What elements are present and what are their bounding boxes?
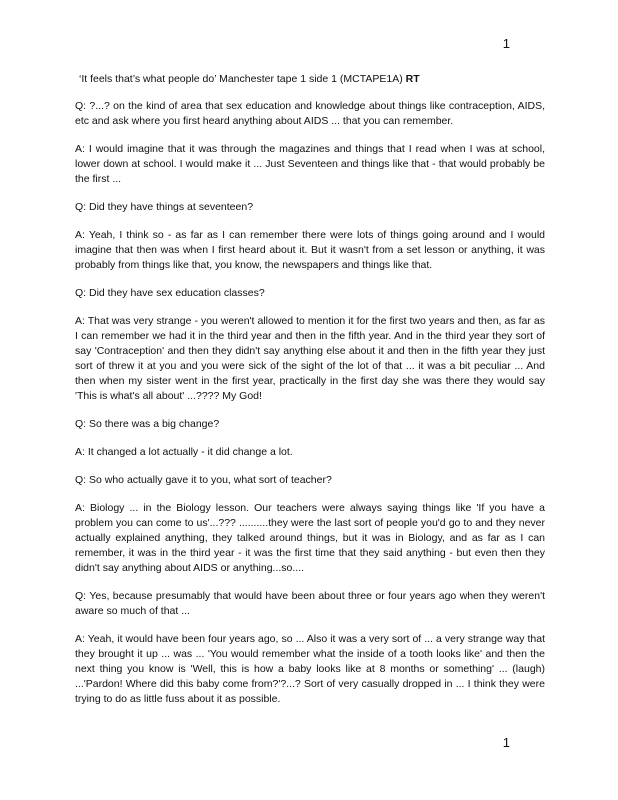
paragraph-answer: A: Biology ... in the Biology lesson. Our teachers were always saying things like 'If you have a problem you can come to us'...??? ..........they were the last sort of people you'd go to and they never actually explained anything, they talked around things, but it was in Biology, and as far as I can remember, it was in the third year - it was the first time that they said anything - but even then they didn't say anything about AIDS or anything...so.... <box>75 502 545 574</box>
document-title-text: ‘It feels that’s what people do’ Manchester tape 1 side 1 (MCTAPE1A) <box>79 73 403 85</box>
paragraph-question: Q: ?...? on the kind of area that sex education and knowledge about things like contraception, AIDS, etc and ask where you first heard anything about AIDS ... that you can remember. <box>75 100 545 127</box>
paragraph-question: Q: So there was a big change? <box>75 418 220 430</box>
paragraph-question: Q: Did they have sex education classes? <box>75 287 265 299</box>
paragraph-answer: A: Yeah, it would have been four years ago, so ... Also it was a very sort of ... a very strange way that they brought it up ... was ... 'You would remember what the inside of a tooth looks like' and then the next thing you know is 'Well, this is how a baby looks like at 8 months or something' ... (laugh) ...'Pardon! Where did this baby come from?'?...? Sort of very casually dropped in ... I think they were trying to do as little fuss about it as possible. <box>75 633 545 705</box>
document-title-suffix: RT <box>405 73 420 85</box>
paragraph-question: Q: Yes, because presumably that would have been about three or four years ago when they weren't aware so much of that ... <box>75 590 545 617</box>
paragraph-question: Q: So who actually gave it to you, what sort of teacher? <box>75 474 332 486</box>
paragraph-answer: A: It changed a lot actually - it did change a lot. <box>75 446 293 458</box>
document-title <box>79 72 545 87</box>
paragraph-answer: A: Yeah, I think so - as far as I can remember there were lots of things going around and I would imagine that then was when I first heard about it. But it wasn't from a set lesson or anything, it was probably from things like that, you know, the newspapers and things like that. <box>75 229 545 271</box>
page-number-top: 1 <box>502 36 510 51</box>
page-number-bottom: 1 <box>502 735 510 750</box>
paragraph-answer: A: That was very strange - you weren't allowed to mention it for the first two years and then, as far as I can remember we had it in the third year and then in the fifth year. And in the third year they sort of say 'Contraception' and then they didn't say anything else about it and then in the fifth year they just sort of threw it at you and you were sick of the sight of the lot of that ... it was a bit peculiar ... And then when my sister went in the first year, practically in the first day she was there they would say 'This is what's all about' ...???? My God! <box>75 315 545 402</box>
paragraph-answer: A: I would imagine that it was through the magazines and things that I read when I was at school, lower down at school. I would make it ... Just Seventeen and things like that - that would probably be the first ... <box>75 143 545 185</box>
paragraph-question: Q: Did they have things at seventeen? <box>75 201 254 213</box>
transcript-body <box>75 72 545 719</box>
